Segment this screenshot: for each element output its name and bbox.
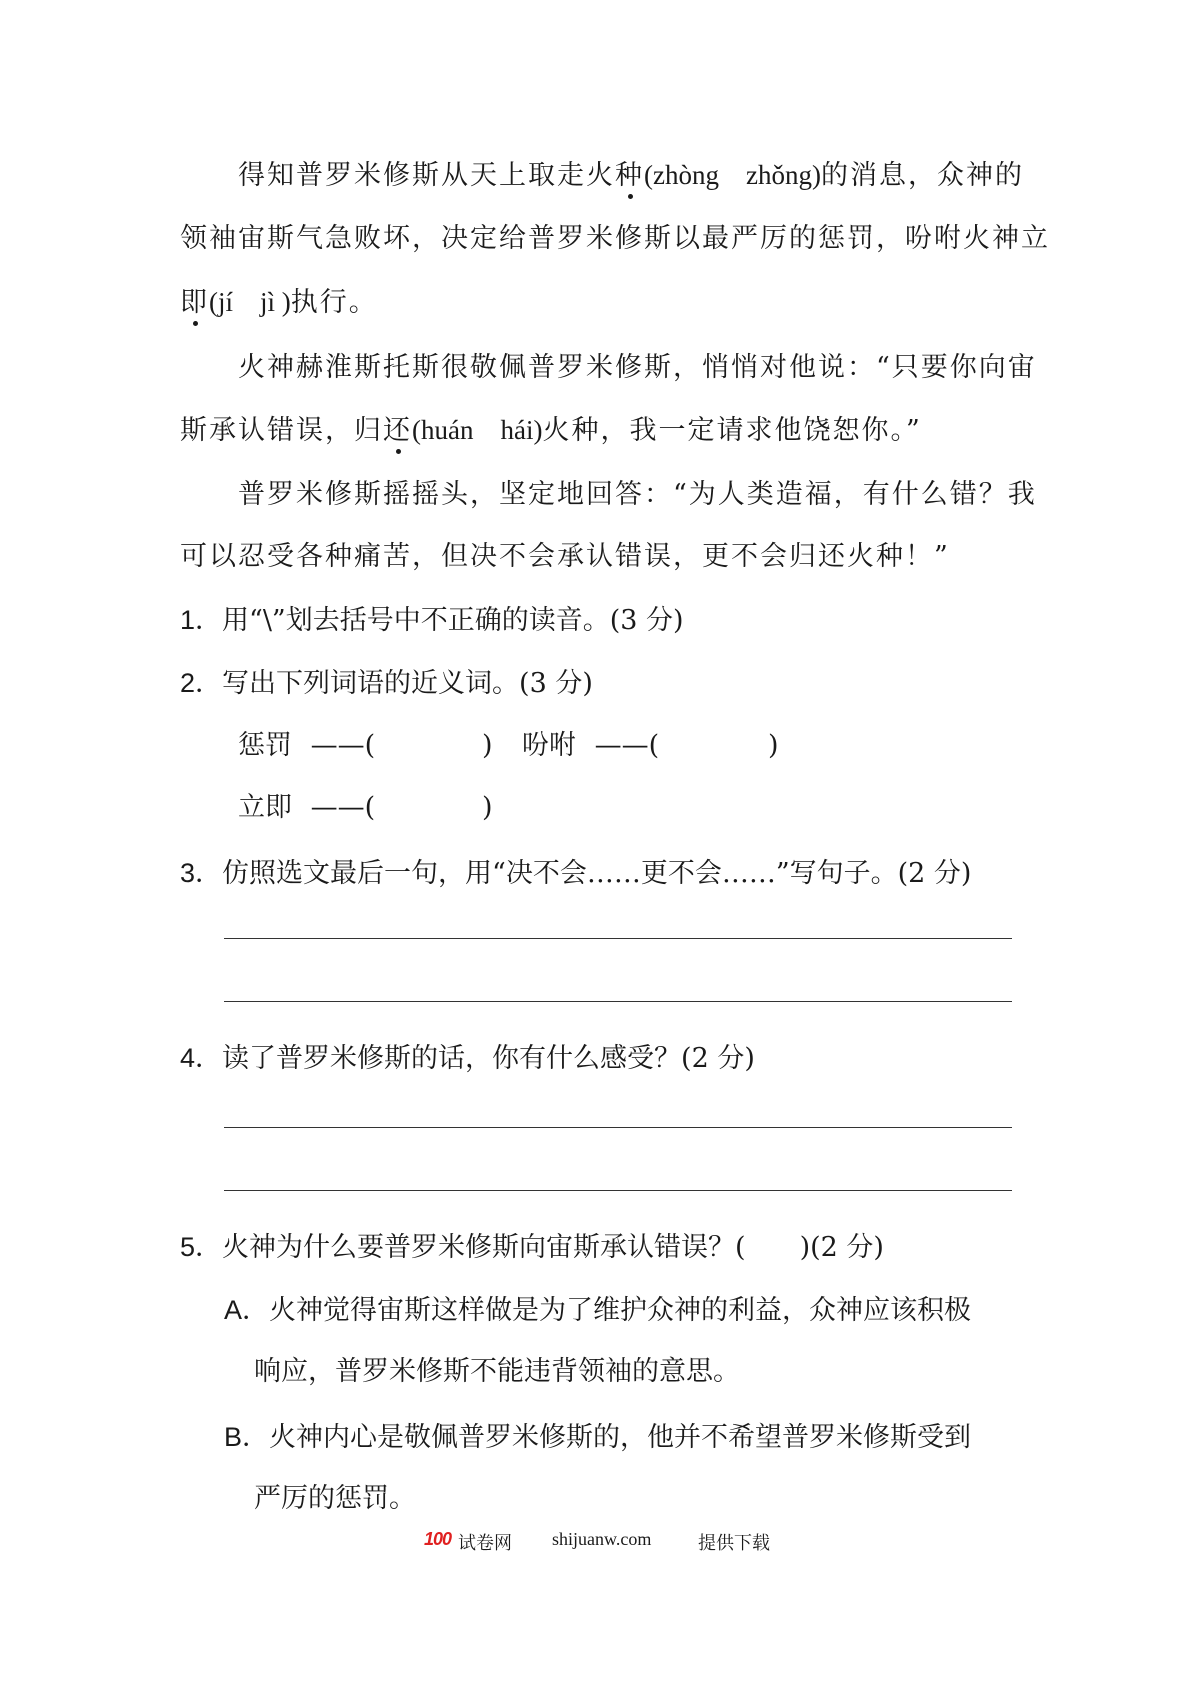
synonym-blank-2-close[interactable]: ) — [768, 730, 779, 761]
option-a-line2: 响应，普罗米修斯不能违背领袖的意思。 — [254, 1356, 740, 1387]
question-4 — [180, 1041, 755, 1076]
dash-open: ——( — [310, 730, 376, 761]
option-label: B． — [224, 1422, 270, 1452]
option-b-line2: 严厉的惩罚。 — [254, 1483, 416, 1514]
word: 立即 — [238, 792, 292, 823]
page-footer — [0, 1526, 1191, 1556]
option-text: 火神觉得宙斯这样做是为了维护众神的利益，众神应该积极 — [269, 1295, 972, 1326]
option-b[interactable] — [224, 1420, 971, 1455]
site-logo — [424, 1529, 451, 1550]
question-2 — [180, 666, 593, 701]
question-3 — [180, 856, 971, 891]
synonym-item-2 — [522, 729, 659, 763]
question-text: 用“\”划去括号中不正确的读音。(3 分) — [222, 605, 684, 636]
passage-p2-line2 — [180, 413, 922, 448]
question-number: 5． — [180, 1232, 223, 1262]
question-5 — [180, 1230, 884, 1265]
pinyin-options: (jí jì ) — [209, 287, 291, 317]
synonym-blank-1-close[interactable]: ) — [482, 730, 493, 761]
question-1 — [180, 603, 684, 638]
word: 惩罚 — [238, 730, 292, 761]
answer-line[interactable] — [224, 1001, 1012, 1002]
question-number: 4． — [180, 1043, 223, 1073]
site-url[interactable]: shijuanw.com — [552, 1529, 652, 1549]
dash-open: ——( — [310, 792, 376, 823]
question-text: 火神为什么要普罗米修斯向宙斯承认错误？( )(2 分) — [222, 1232, 884, 1263]
passage-p1-line3 — [180, 285, 378, 320]
text: 的消息，众神的 — [820, 160, 1024, 191]
logo-number: 100 — [424, 1529, 452, 1549]
passage-p2-line1: 火神赫淮斯托斯很敬佩普罗米修斯，悄悄对他说：“只要你向宙 — [238, 352, 1037, 383]
logo-text: 试卷网 — [458, 1533, 512, 1554]
passage-p3-line1: 普罗米修斯摇摇头，坚定地回答：“为人类造福，有什么错？我 — [238, 479, 1037, 510]
question-number: 3． — [180, 858, 223, 888]
synonym-item-3 — [238, 791, 375, 825]
footer-note: 提供下载 — [698, 1533, 770, 1554]
text: 斯承认错误，归 — [180, 415, 383, 446]
passage-p1-line1 — [238, 158, 1024, 193]
question-text: 读了普罗米修斯的话，你有什么感受？(2 分) — [222, 1043, 755, 1074]
question-text: 写出下列词语的近义词。(3 分) — [222, 668, 593, 699]
text: 得知普罗米修斯从天上取走火 — [238, 160, 615, 191]
text: 执行。 — [290, 287, 378, 318]
option-text: 火神内心是敬佩普罗米修斯的，他并不希望普罗米修斯受到 — [269, 1422, 972, 1453]
pinyin-options: (zhòng zhǒng) — [644, 160, 821, 190]
answer-line[interactable] — [224, 938, 1012, 939]
option-label: A． — [224, 1295, 270, 1325]
pinyin-options: (huán hái) — [412, 415, 543, 445]
synonym-blank-3-close[interactable]: ) — [482, 792, 493, 823]
text: 火种，我一定请求他饶恕你。” — [542, 415, 922, 446]
question-number: 1． — [180, 605, 223, 635]
dotted-char: 种 — [615, 160, 644, 191]
synonym-item-1 — [238, 729, 375, 763]
word: 吩咐 — [522, 730, 576, 761]
question-text: 仿照选文最后一句，用“决不会……更不会……”写句子。(2 分) — [222, 858, 972, 889]
passage-p1-line2: 领袖宙斯气急败坏，决定给普罗米修斯以最严厉的惩罚，吩咐火神立 — [180, 223, 1050, 254]
passage-p3-line2: 可以忍受各种痛苦，但决不会承认错误，更不会归还火种！” — [180, 541, 950, 572]
question-number: 2． — [180, 668, 223, 698]
answer-line[interactable] — [224, 1190, 1012, 1191]
dash-open: ——( — [594, 730, 660, 761]
dotted-char: 即 — [180, 287, 209, 318]
dotted-char: 还 — [383, 415, 412, 446]
answer-line[interactable] — [224, 1127, 1012, 1128]
option-a[interactable] — [224, 1293, 971, 1328]
